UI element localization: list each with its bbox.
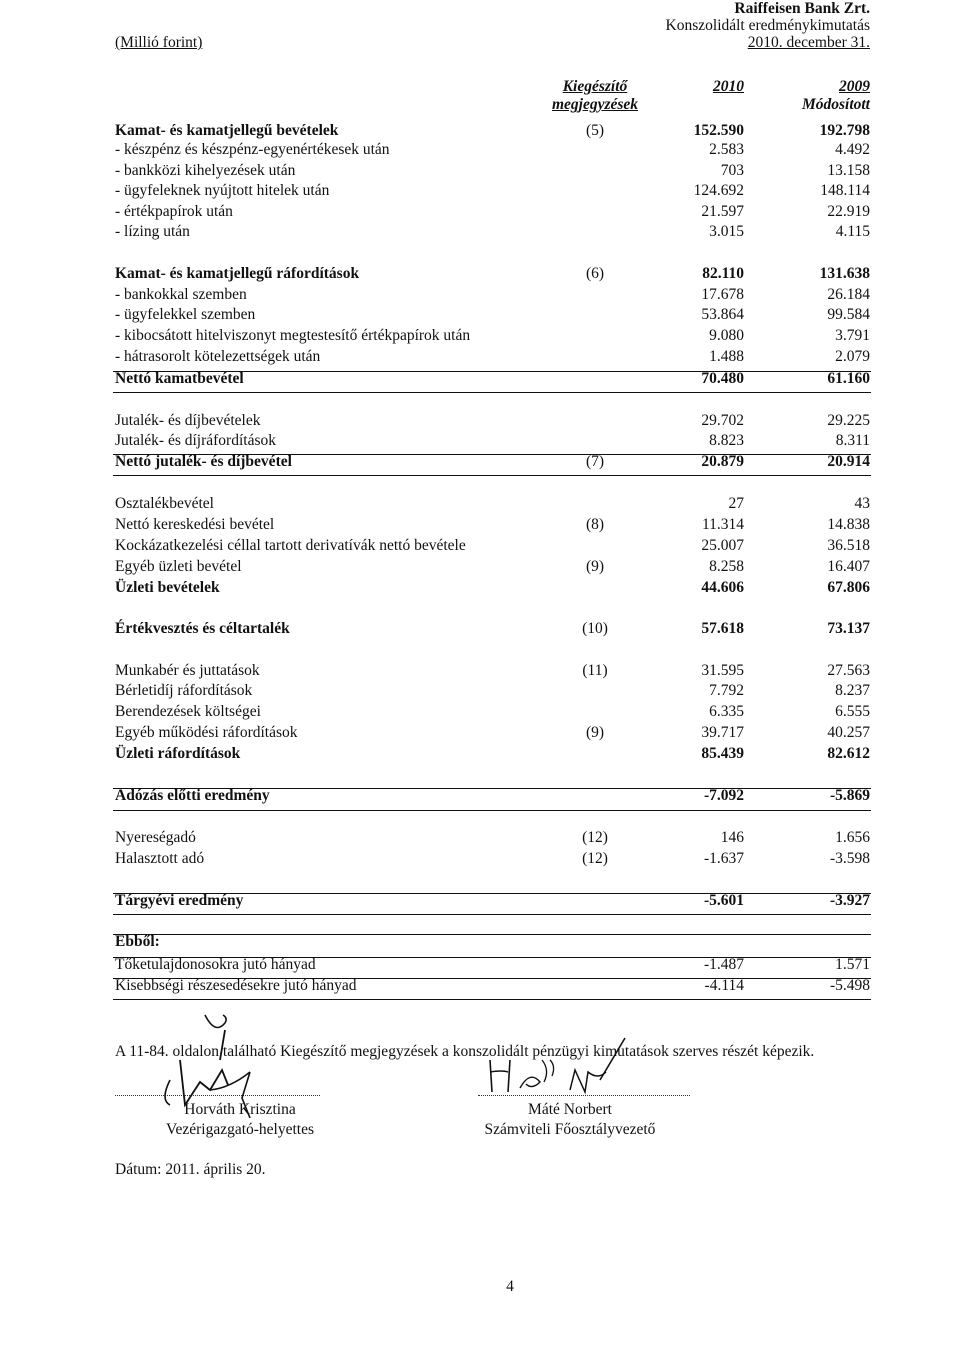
row-value-2009: 61.160 xyxy=(827,370,870,387)
row-label: - ügyfeleknek nyújtott hitelek után xyxy=(115,182,330,199)
row-note-ref: (12) xyxy=(582,829,608,846)
company-name: Raiffeisen Bank Zrt. xyxy=(734,0,870,17)
row-label: Kisebbségi részesedésekre jutó hányad xyxy=(115,977,357,994)
note-column-header-line2: megjegyzések xyxy=(551,96,639,113)
table-row xyxy=(0,452,960,472)
row-value-2010: 31.595 xyxy=(701,662,744,679)
row-value-2009: 4.115 xyxy=(835,223,870,240)
row-label: Kockázatkezelési céllal tartott derivatívák nettó bevétele xyxy=(115,537,466,554)
row-label: Nettó jutalék- és díjbevétel xyxy=(115,453,292,470)
row-value-2009: 6.555 xyxy=(835,703,870,720)
row-value-2009: 148.114 xyxy=(820,182,870,199)
row-label: Halasztott adó xyxy=(115,850,205,867)
row-value-2009: 27.563 xyxy=(827,662,870,679)
row-label: - ügyfelekkel szemben xyxy=(115,306,256,323)
row-value-2010: 85.439 xyxy=(701,745,744,762)
table-row xyxy=(0,702,960,722)
row-label: Osztalékbevétel xyxy=(115,495,214,512)
row-value-2009: 2.079 xyxy=(835,348,870,365)
statement-date: 2010. december 31. xyxy=(747,34,870,51)
table-row xyxy=(0,121,960,141)
row-value-2010: -1.487 xyxy=(703,956,744,973)
row-label: Kamat- és kamatjellegű ráfordítások xyxy=(115,265,360,282)
row-value-2009: 67.806 xyxy=(827,579,870,596)
row-value-2010: 124.692 xyxy=(693,182,744,199)
statement-title: Konszolidált eredménykimutatás xyxy=(665,17,870,34)
rule xyxy=(113,788,871,789)
rule xyxy=(113,893,871,894)
row-note-ref: (9) xyxy=(585,724,605,741)
note-column-header-line1: Kiegészítő xyxy=(562,78,628,95)
row-value-2009: 14.838 xyxy=(827,516,870,533)
row-value-2010: -1.637 xyxy=(703,850,744,867)
table-row xyxy=(0,494,960,514)
row-label: Munkabér és juttatások xyxy=(115,662,260,679)
row-label: - kibocsátott hitelviszonyt megtestesítő értékpapírok után xyxy=(115,327,471,344)
row-label: - bankközi kihelyezések után xyxy=(115,162,296,179)
signer-1-name: Horváth Krisztina xyxy=(184,1101,296,1118)
row-value-2010: 70.480 xyxy=(701,370,744,387)
table-row xyxy=(0,578,960,598)
row-label: Ebből: xyxy=(115,933,160,950)
row-note-ref: (7) xyxy=(585,453,605,470)
row-label: Üzleti ráfordítások xyxy=(115,745,241,762)
table-row xyxy=(0,828,960,848)
row-value-2010: 6.335 xyxy=(709,703,744,720)
table-row xyxy=(0,140,960,160)
row-note-ref: (8) xyxy=(585,516,605,533)
row-value-2009: 82.612 xyxy=(827,745,870,762)
row-value-2010: 1.488 xyxy=(709,348,744,365)
rule xyxy=(113,957,871,958)
row-value-2010: 7.792 xyxy=(709,682,744,699)
row-label: - lízing után xyxy=(115,223,190,240)
row-value-2010: 57.618 xyxy=(701,620,744,637)
row-value-2009: 29.225 xyxy=(827,412,870,429)
row-value-2009: 1.656 xyxy=(835,829,870,846)
row-value-2009: 26.184 xyxy=(827,286,870,303)
signer-1-title: Vezérigazgató-helyettes xyxy=(165,1121,315,1138)
signer-2-name: Máté Norbert xyxy=(528,1101,612,1118)
rule xyxy=(113,475,871,476)
row-value-2010: 8.823 xyxy=(709,432,744,449)
row-value-2010: 2.583 xyxy=(709,141,744,158)
table-row xyxy=(0,161,960,181)
statement-note: A 11-84. oldalon található Kiegészítő megjegyzések a konszolidált pénzügyi kimutatások szerves részét képezik. xyxy=(115,1043,815,1060)
table-row xyxy=(0,347,960,367)
row-note-ref: (5) xyxy=(585,122,605,139)
table-row xyxy=(0,891,960,911)
page-number: 4 xyxy=(506,1278,514,1295)
row-value-2010: 29.702 xyxy=(701,412,744,429)
row-note-ref: (10) xyxy=(582,620,608,637)
row-label: Üzleti bevételek xyxy=(115,579,220,596)
table-row xyxy=(0,681,960,701)
row-value-2010: 152.590 xyxy=(693,122,744,139)
row-value-2009: 73.137 xyxy=(827,620,870,637)
row-value-2010: -5.601 xyxy=(703,892,744,909)
row-label: Egyéb üzleti bevétel xyxy=(115,558,242,575)
table-row xyxy=(0,369,960,389)
table-row xyxy=(0,744,960,764)
row-value-2009: 3.791 xyxy=(835,327,870,344)
row-value-2010: 27 xyxy=(728,495,744,512)
year-2010-header: 2010 xyxy=(713,78,744,95)
table-row xyxy=(0,305,960,325)
row-value-2010: -7.092 xyxy=(703,787,744,804)
rule xyxy=(113,978,871,979)
row-label: Berendezések költségei xyxy=(115,703,261,720)
row-label: Nettó kereskedési bevétel xyxy=(115,516,275,533)
row-value-2010: 39.717 xyxy=(701,724,744,741)
table-row xyxy=(0,786,960,806)
row-value-2010: 44.606 xyxy=(701,579,744,596)
row-value-2010: 146 xyxy=(720,829,744,846)
row-label: Értékvesztés és céltartalék xyxy=(115,620,290,637)
row-value-2010: 11.314 xyxy=(701,516,744,533)
row-label: Jutalék- és díjráfordítások xyxy=(115,432,276,449)
table-row xyxy=(0,955,960,975)
row-note-ref: (11) xyxy=(582,662,608,679)
row-value-2010: 9.080 xyxy=(709,327,744,344)
row-value-2009: 16.407 xyxy=(827,558,870,575)
row-label: Bérletidíj ráfordítások xyxy=(115,682,253,699)
year-2009-subheader: Módosított xyxy=(801,96,870,113)
table-row xyxy=(0,619,960,639)
row-label: Egyéb működési ráfordítások xyxy=(115,724,298,741)
row-note-ref: (9) xyxy=(585,558,605,575)
year-2009-header: 2009 xyxy=(839,78,870,95)
table-row xyxy=(0,723,960,743)
row-value-2010: 53.864 xyxy=(701,306,744,323)
row-value-2009: 43 xyxy=(854,495,870,512)
row-value-2009: -3.598 xyxy=(829,850,870,867)
row-note-ref: (12) xyxy=(582,850,608,867)
row-value-2009: 8.237 xyxy=(835,682,870,699)
signer-2-title: Számviteli Főosztályvezető xyxy=(484,1121,656,1138)
unit-label: (Millió forint) xyxy=(115,34,203,51)
row-value-2009: 1.571 xyxy=(835,956,870,973)
row-value-2010: 20.879 xyxy=(701,453,744,470)
table-row xyxy=(0,932,960,952)
row-value-2010: 21.597 xyxy=(701,203,744,220)
row-value-2010: -4.114 xyxy=(704,977,744,994)
rule xyxy=(113,392,871,393)
row-value-2009: -5.498 xyxy=(829,977,870,994)
row-value-2009: 192.798 xyxy=(819,122,870,139)
row-value-2009: 22.919 xyxy=(827,203,870,220)
table-row xyxy=(0,202,960,222)
row-label: Jutalék- és díjbevételek xyxy=(115,412,261,429)
rule xyxy=(113,999,871,1000)
rule xyxy=(113,934,871,935)
row-label: Nyereségadó xyxy=(115,829,196,846)
table-row xyxy=(0,326,960,346)
table-row xyxy=(0,849,960,869)
row-value-2010: 8.258 xyxy=(709,558,744,575)
row-label: Nettó kamatbevétel xyxy=(115,370,244,387)
row-value-2010: 3.015 xyxy=(709,223,744,240)
row-label: Tárgyévi eredmény xyxy=(115,892,244,909)
table-row xyxy=(0,222,960,242)
table-row xyxy=(0,976,960,996)
rule xyxy=(113,454,871,455)
table-row xyxy=(0,285,960,305)
row-label: Kamat- és kamatjellegű bevételek xyxy=(115,122,339,139)
row-value-2009: 20.914 xyxy=(827,453,870,470)
row-value-2009: 131.638 xyxy=(819,265,870,282)
row-value-2009: 13.158 xyxy=(827,162,870,179)
table-row xyxy=(0,536,960,556)
rule xyxy=(113,810,871,811)
row-value-2010: 17.678 xyxy=(701,286,744,303)
table-row xyxy=(0,661,960,681)
row-value-2010: 25.007 xyxy=(701,537,744,554)
row-value-2010: 703 xyxy=(720,162,744,179)
row-label: Adózás előtti eredmény xyxy=(115,787,270,804)
table-row xyxy=(0,411,960,431)
row-value-2009: -5.869 xyxy=(829,787,870,804)
document-date: Dátum: 2011. április 20. xyxy=(115,1161,266,1178)
table-row xyxy=(0,557,960,577)
row-note-ref: (6) xyxy=(585,265,605,282)
row-label: Tőketulajdonosokra jutó hányad xyxy=(115,956,316,973)
row-value-2009: -3.927 xyxy=(829,892,870,909)
row-value-2009: 8.311 xyxy=(835,432,870,449)
row-value-2009: 36.518 xyxy=(827,537,870,554)
row-value-2010: 82.110 xyxy=(702,265,744,282)
row-label: - bankokkal szemben xyxy=(115,286,247,303)
row-label: - értékpapírok után xyxy=(115,203,233,220)
row-label: - készpénz és készpénz-egyenértékesek után xyxy=(115,141,390,158)
rule xyxy=(113,371,871,372)
table-row xyxy=(0,181,960,201)
row-label: - hátrasorolt kötelezettségek után xyxy=(115,348,321,365)
table-row xyxy=(0,264,960,284)
table-row xyxy=(0,515,960,535)
row-value-2009: 40.257 xyxy=(827,724,870,741)
row-value-2009: 99.584 xyxy=(827,306,870,323)
row-value-2009: 4.492 xyxy=(835,141,870,158)
rule xyxy=(113,914,871,915)
table-row xyxy=(0,431,960,451)
